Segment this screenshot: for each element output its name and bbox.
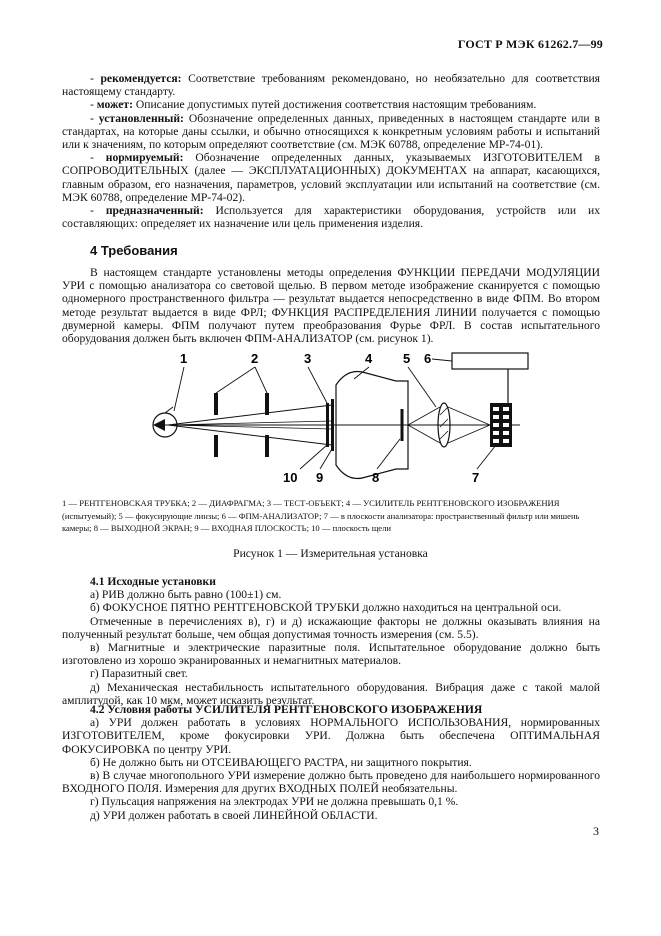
beam-edge-line [168, 425, 332, 445]
leader-line [174, 367, 184, 411]
leader-line [320, 449, 332, 469]
subsection-title: 4.1 Исходные установки [90, 575, 216, 588]
label-9: 9 [316, 470, 324, 485]
definition-item: - нормируемый: Обозначение определенных данных, указываемых ИЗГОТОВИТЕЛЕМ в СОПРОВОДИТЕЛЬНЫХ (далее — ЭКСПЛУАТАЦИОННЫХ) ДОКУМЕНТАХ на аппарат, касающихся, главным образом, его назначения, параметров, условий эксплуатации или испытаний на соответствие (см. МЭК 60788, определение МР-74-02). [62, 151, 601, 204]
label-4: 4 [365, 351, 373, 366]
light-cone-line [408, 407, 440, 425]
leader-line [300, 445, 327, 469]
beam-edge-line [168, 405, 332, 425]
label-7: 7 [472, 470, 480, 485]
label-5: 5 [403, 351, 411, 366]
list-item: а) РИВ должно быть равно (100±1) см. [90, 588, 282, 602]
definition-term: нормируемый: [105, 151, 184, 165]
figure-caption: 1 — РЕНТГЕНОВСКАЯ ТРУБКА; 2 — ДИАФРАГМА; 3 — ТЕСТ-ОБЪЕКТ; 4 — УСИЛИТЕЛЬ РЕНТГЕНОВСКОГО ИЗОБРАЖЕНИЯ (испытуемый); 5 — фокусирующие линзы; 6 — ФПМ-АНАЛИЗАТОР; 7 — в плоскости анализатора: пространственный фильтр или мишень камеры; 8 — ВЫХОДНОЙ ЭКРАН; 9 — ВХОДНАЯ ПЛОСКОСТЬ; 10 — плоскость щели [62, 498, 580, 533]
figure-title: Рисунок 1 — Измерительная установка [233, 547, 428, 560]
definition-term: установленный: [98, 111, 184, 125]
measurement-setup-diagram [140, 345, 530, 490]
definition-term: может: [96, 98, 133, 112]
leader-line [408, 367, 436, 407]
leader-line [377, 439, 400, 469]
label-10: 10 [283, 470, 298, 485]
definition-text: Используется для характеристики оборудования, устройств или их составляющих: определяет их назначение или цель применения изделия. [62, 204, 600, 231]
light-cone-line [448, 407, 490, 425]
definition-item: - может: Описание допустимых путей достижения соответствия настоящим требованиям. [90, 98, 537, 112]
list-item: б) ФОКУСНОЕ ПЯТНО РЕНТГЕНОВСКОЙ ТРУБКИ должно находиться на центральной оси. [90, 601, 562, 615]
light-cone-line [408, 425, 440, 443]
subsection-title: 4.2 Условия работы УСИЛИТЕЛЯ РЕНТГЕНОВСКОГО ИЗОБРАЖЕНИЯ [90, 703, 483, 716]
leader-line [477, 445, 496, 469]
leader-line [308, 367, 327, 403]
leader-line [255, 367, 267, 393]
definition-item: - установленный: Обозначение определенных данных, приведенных в настоящем стандарте или в стандартах, на которые даны ссылки, и обычно относящихся к конкретным условиям работы и испытаний или к значениям, по которым определяют соответствие (см. МЭК 60788, определение МР-74-01). [62, 111, 600, 152]
definitions-block [62, 72, 600, 230]
label-2: 2 [251, 351, 259, 366]
definition-term: предназначенный: [105, 204, 204, 218]
list-item: Отмеченные в перечислениях в), г) и д) искажающие факторы не должны оказывать влияния на полученный результат больше, чем общая допустимая точность измерения (см. 5.5). [62, 614, 600, 641]
definition-item: - рекомендуется: Соответствие требованиям рекомендовано, но необязательно для соответствия настоящему стандарту. [62, 72, 600, 99]
leader-line [216, 367, 255, 393]
xray-tube-icon [153, 407, 177, 437]
list-item: д) Механическая нестабильность испытательного оборудования. Вибрация даже с такой малой амплитудой, как 10 мкм, может исказить результат. [62, 680, 600, 707]
list-item: г) Паразитный свет. [90, 667, 188, 681]
list-item: в) Магнитные и электрические паразитные поля. Испытательное оборудование должно быть изготовлено из хорошо экранированных и немагнитных материалов. [62, 641, 600, 668]
list-item: в) В случае многопольного УРИ измерение должно быть проведено для наибольшего нормированного ВХОДНОГО ПОЛЯ. Измерения для других ВХОДНЫХ ПОЛЕЙ необязательны. [62, 769, 600, 796]
definition-item: - предназначенный: Используется для характеристики оборудования, устройств или их составляющих: определяет их назначение или цель применения изделия. [62, 204, 600, 231]
document-code-header: ГОСТ Р МЭК 61262.7—99 [457, 37, 603, 51]
definition-text: Обозначение определенных данных, приведенных в настоящем стандарте или в стандартах, на которые даны ссылки, и обычно относящихся к конкретным условиям работы и испытаний или к значениям, по которым определяют соответствие (см. МЭК 60788, определение МР-74-01). [62, 111, 600, 152]
label-1: 1 [180, 351, 188, 366]
section-4-intro [62, 266, 600, 345]
list-item: а) УРИ должен работать в условиях НОРМАЛЬНОГО ИСПОЛЬЗОВАНИЯ, нормированных ИЗГОТОВИТЕЛЕМ, кроме фокусировки УРИ. Должна быть обеспечена ОПТИМАЛЬНАЯ ФОКУСИРОВКА по центру УРИ. [62, 716, 600, 756]
paragraph: В настоящем стандарте установлены методы определения ФУНКЦИИ ПЕРЕДАЧИ МОДУЛЯЦИИ УРИ с помощью анализатора со световой щелью. В первом методе изображение сканируется с помощью одномерного пространственного фильтра — результат выдается непосредственно в виде ФПМ. Во втором методе результат выдается в виде ФРЛ; ФУНКЦИЯ РАСПРЕДЕЛЕНИЯ ЛИНИИ получается с помощью двумерной камеры. ФПМ получают путем преобразования Фурье ФРЛ. В состав испытательного оборудования должен быть включен ФПМ-АНАЛИЗАТОР (см. рисунок 1). [62, 266, 600, 346]
label-8: 8 [372, 470, 380, 485]
definition-text: Соответствие требованиям рекомендовано, но необязательно для соответствия настоящему стандарту. [62, 72, 600, 99]
list-item: г) Пульсация напряжения на электродах УРИ не должна превышать 0,1 %. [90, 795, 459, 809]
definition-text: Описание допустимых путей достижения соответствия настоящим требованиям. [132, 98, 537, 112]
definition-term: рекомендуется: [100, 72, 182, 85]
label-3: 3 [304, 351, 312, 366]
label-6: 6 [424, 351, 432, 366]
analyzer-plane-icon [490, 403, 512, 447]
page-number: 3 [593, 824, 599, 838]
section-4-2 [62, 703, 600, 822]
leader-line [432, 359, 452, 361]
list-item: д) УРИ должен работать в своей ЛИНЕЙНОЙ ОБЛАСТИ. [90, 808, 378, 822]
section-4-1 [62, 575, 600, 707]
light-cone-line [448, 425, 490, 443]
definition-text: Обозначение определенных данных, указываемых ИЗГОТОВИТЕЛЕМ в СОПРОВОДИТЕЛЬНЫХ (далее — ЭКСПЛУАТАЦИОННЫХ) ДОКУМЕНТАХ на аппарат, касающихся, главным образом, его назначения, параметров, условий эксплуатации или испытаний на соответствие (см. МЭК 60788, определение МР-74-02). [62, 151, 601, 204]
mtf-analyzer-box [452, 353, 528, 369]
section-4-title: 4 Требования [90, 243, 178, 258]
list-item: б) Не должно быть ни ОТСЕИВАЮЩЕГО РАСТРА, ни защитного покрытия. [90, 755, 472, 769]
